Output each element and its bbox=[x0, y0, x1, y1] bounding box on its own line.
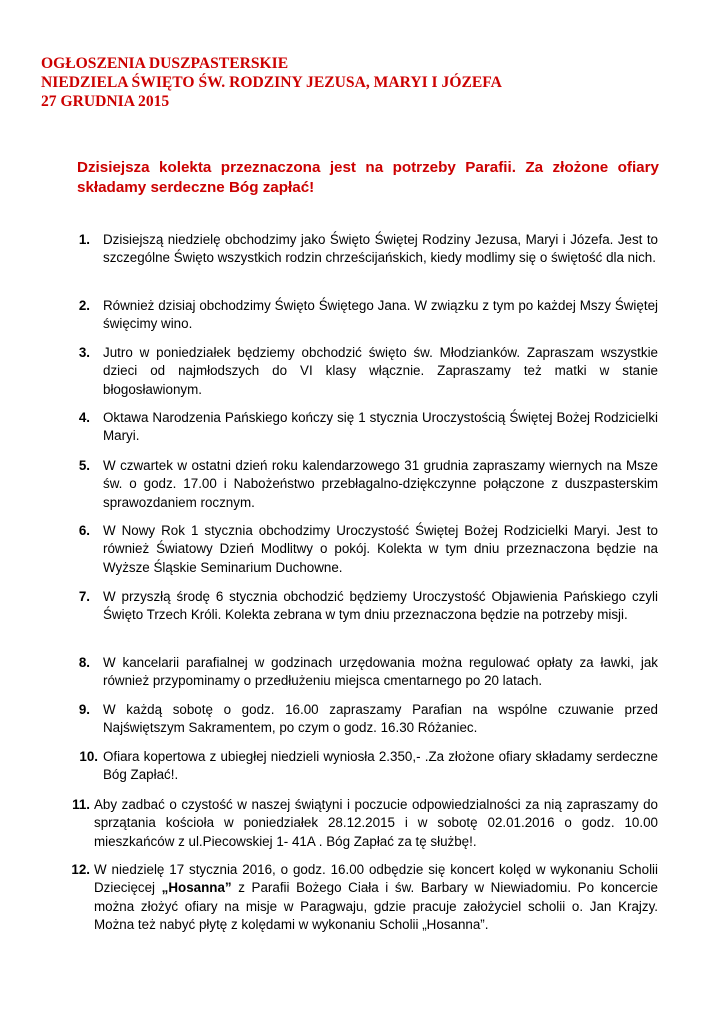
collection-notice: Dzisiejsza kolekta przeznaczona jest na potrzeby Parafii. Za złożone ofiary składamy serdeczne Bóg zapłać! bbox=[77, 159, 659, 196]
item-number: 3. bbox=[78, 345, 90, 360]
item-number: 8. bbox=[78, 655, 90, 670]
item-text: Aby zadbać o czystość w naszej świątyni i poczucie odpowiedzialności za nią zapraszamy do sprzątania kościoła w poniedziałek 28.12.2015 i w sobotę 02.01.2016 o godz. 10.00 mieszkańców z ul.Piecowskiej 1- 41A . Bóg Zapłać za tę służbę!. bbox=[94, 797, 658, 849]
item-text: Jutro w poniedziałek będziemy obchodzić święto św. Młodzianków. Zapraszam wszystkie dzieci od najmłodszych do VI klasy włącznie. Zapraszamy też matki w stanie błogosławionym. bbox=[103, 345, 658, 397]
header-date: 27 GRUDNIA 2015 bbox=[41, 93, 170, 110]
item-text: W kancelarii parafialnej w godzinach urzędowania można regulować opłaty za ławki, jak również przypominamy o przedłużeniu miejsca cmentarnego po 20 latach. bbox=[103, 655, 658, 689]
item-number: 11. bbox=[72, 797, 90, 812]
item-number: 1. bbox=[78, 232, 90, 247]
item-number: 2. bbox=[78, 298, 90, 313]
item-text: W każdą sobotę o godz. 16.00 zapraszamy Parafian na wspólne czuwanie przed Najświętszym Sakramentem, po czym o godz. 16.30 Różaniec. bbox=[103, 702, 658, 736]
item-number: 7. bbox=[78, 589, 90, 604]
item-number: 6. bbox=[78, 523, 90, 538]
item-text: Oktawa Narodzenia Pańskiego kończy się 1 stycznia Uroczystością Świętej Bożej Rodzicielki Maryi. bbox=[103, 410, 658, 444]
item-text: Również dzisiaj obchodzimy Święto Świętego Jana. W związku z tym po każdej Mszy Świętej święcimy wino. bbox=[103, 298, 658, 332]
choir-name: „Hosanna” bbox=[161, 880, 232, 896]
item-text-part: z Parafii Bożego Ciała i św. Barbary w Niewiadomiu. Po koncercie można złożyć ofiary na misje w Paragwaju, gdzie pracuje założyciel scholii o. Jan Krajzy. Można też nabyć płytę z kolędami w wykonaniu Scholii „Hosanna”. bbox=[94, 880, 658, 932]
item-number: 9. bbox=[78, 702, 90, 717]
item-text: W Nowy Rok 1 stycznia obchodzimy Uroczystość Świętej Bożej Rodzicielki Maryi. Jest to również Światowy Dzień Modlitwy o pokój. Kolekta w tym dniu przeznaczona będzie na Wyższe Śląskie Seminarium Duchowne. bbox=[103, 523, 658, 575]
item-text-part: W niedzielę 17 stycznia 2016, o godz. 16.00 odbędzie się koncert kolęd w wykonaniu Scholii Dziecięcej bbox=[94, 862, 658, 896]
item-number: 5. bbox=[78, 458, 90, 473]
item-number: 12. bbox=[71, 862, 90, 877]
item-number: 4. bbox=[78, 410, 90, 425]
item-text: Ofiara kopertowa z ubiegłej niedzieli wyniosła 2.350,- .Za złożone ofiary składamy serdeczne Bóg Zapłać!. bbox=[103, 749, 658, 783]
item-number: 10. bbox=[79, 749, 98, 764]
item-text: W czwartek w ostatni dzień roku kalendarzowego 31 grudnia zapraszamy wiernych na Msze św. o godz. 17.00 i Nabożeństwo przebłagalno-dziękczynne połączone z duszpasterskim sprawozdaniem rocznym. bbox=[103, 458, 658, 510]
header-title: OGŁOSZENIA DUSZPASTERSKIE bbox=[41, 55, 289, 72]
item-text: W przyszłą środę 6 stycznia obchodzić będziemy Uroczystość Objawienia Pańskiego czyli Święto Trzech Króli. Kolekta zebrana w tym dniu przeznaczona będzie na potrzeby misji. bbox=[103, 589, 658, 623]
item-text: Dzisiejszą niedzielę obchodzimy jako Święto Świętej Rodziny Jezusa, Maryi i Józefa. Jest to szczególne Święto wszystkich rodzin chrześcijańskich, kiedy modlimy się o świętość dla nich. bbox=[103, 232, 658, 266]
item-text bbox=[94, 861, 658, 934]
header-feast: NIEDZIELA ŚWIĘTO ŚW. RODZINY JEZUSA, MARYI I JÓZEFA bbox=[41, 74, 502, 91]
